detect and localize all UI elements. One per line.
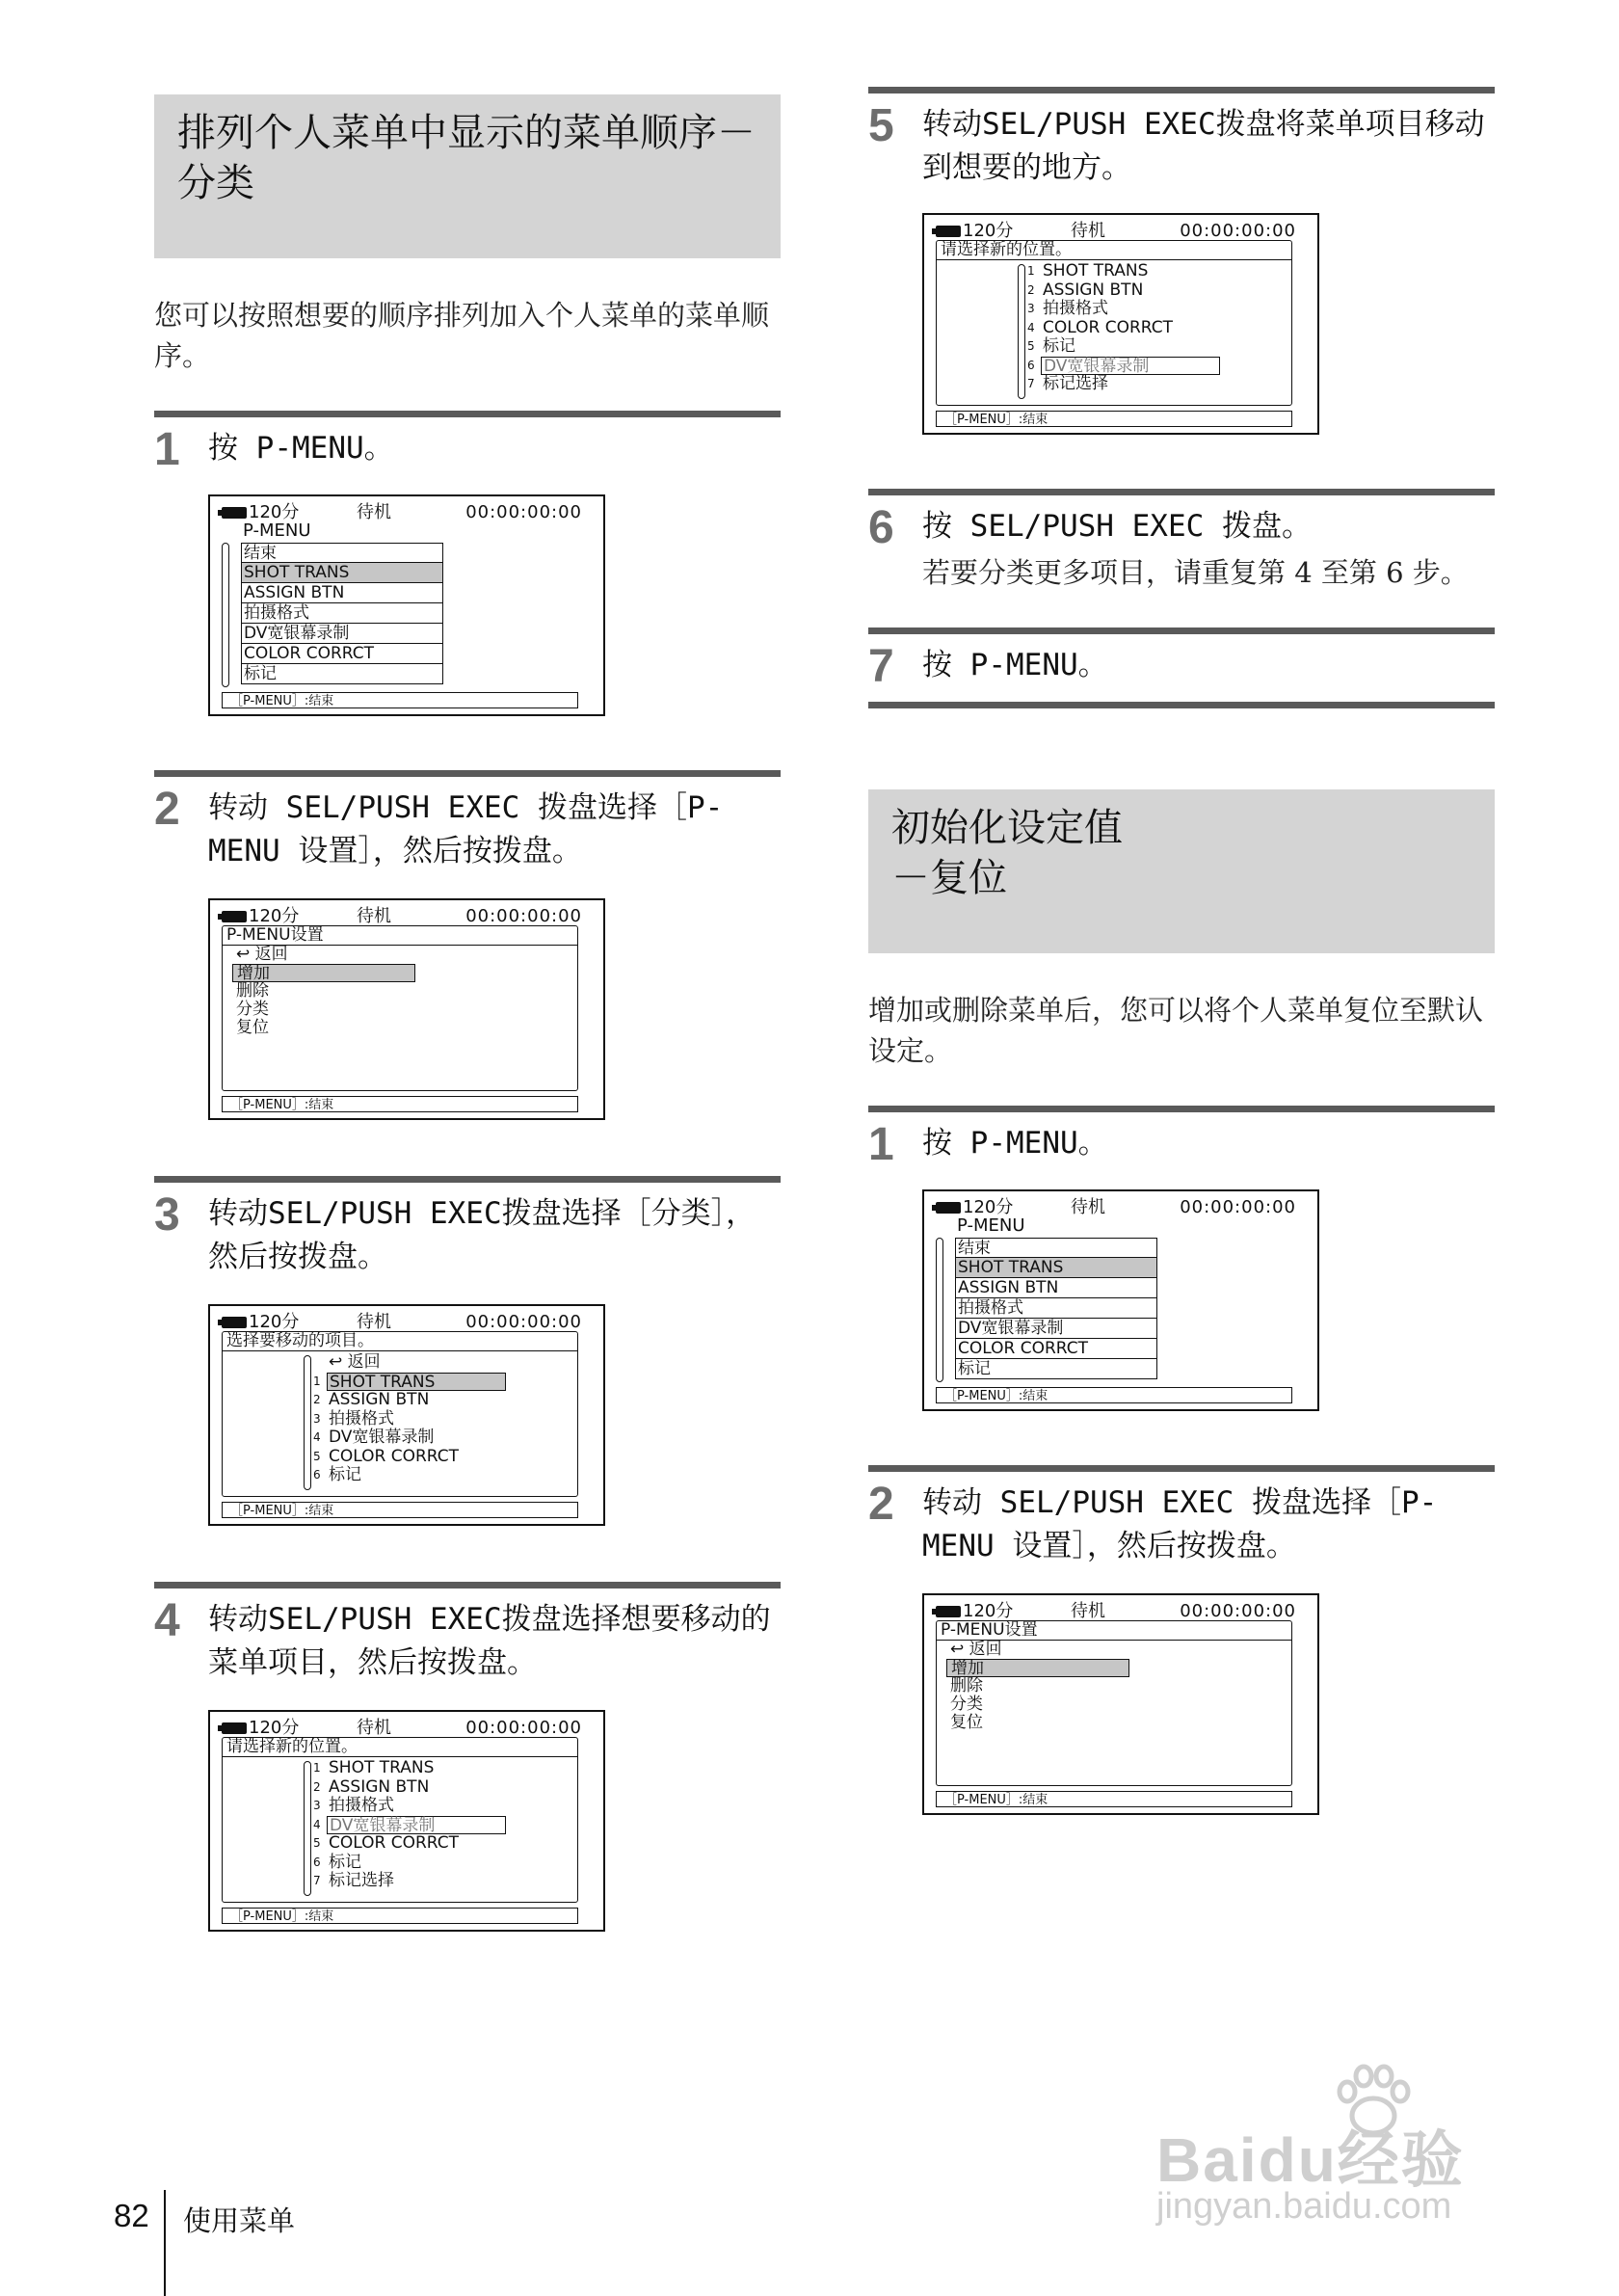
intro-text: 增加或删除菜单后，您可以将个人菜单复位至默认设定。 (868, 994, 1484, 1067)
item-label: DV宽银幕录制 (329, 1428, 435, 1447)
item-label: COLOR CORRCT (329, 1446, 459, 1466)
item-number: 5 (1027, 339, 1035, 353)
lcd-pmenu-setup (208, 898, 605, 1120)
pmenu-list (241, 543, 443, 684)
position-item[interactable] (1027, 281, 1220, 301)
battery-icon (222, 1722, 247, 1734)
scrollbar (1018, 264, 1025, 399)
step-number: 6 (868, 502, 894, 553)
item-label: DV宽银幕录制 (327, 1816, 506, 1835)
step-number: 5 (868, 100, 894, 151)
pmenu-list (955, 1238, 1157, 1379)
setup-item-delete[interactable]: 删除 (950, 1676, 983, 1695)
setup-frame (936, 1620, 1292, 1786)
item-label: SHOT TRANS (1043, 261, 1149, 280)
setup-item-add[interactable]: 增加 (946, 1659, 1129, 1677)
lcd-status-bar (936, 221, 1308, 242)
position-item-moving[interactable] (1027, 357, 1220, 376)
item-label: SHOT TRANS (329, 1758, 435, 1777)
step-number: 4 (154, 1595, 180, 1646)
step-text: 按 P-MENU。 (208, 431, 394, 466)
timecode: 00:00:00:00 (465, 1718, 582, 1738)
timecode: 00:00:00:00 (465, 502, 582, 522)
pmenu-item-selected[interactable]: SHOT TRANS (955, 1258, 1157, 1278)
item-number: 6 (1027, 358, 1035, 372)
section-label: 使用菜单 (183, 2204, 296, 2237)
battery-minutes: 120分 (249, 1312, 300, 1332)
battery-icon (222, 911, 247, 922)
position-list (1027, 262, 1220, 394)
lcd-footer: ［P-MENU］:结束 (936, 1791, 1292, 1807)
lcd-footer: ［P-MENU］:结束 (222, 1908, 578, 1924)
lcd-pmenu (208, 494, 605, 716)
recording-status: 待机 (1071, 221, 1105, 241)
select-item[interactable] (313, 1391, 506, 1410)
select-item[interactable] (313, 1410, 506, 1429)
pmenu-item[interactable]: 拍摄格式 (955, 1298, 1157, 1319)
pmenu-item[interactable]: 结束 (241, 543, 443, 563)
step-2 (154, 770, 781, 1120)
setup-item-add[interactable]: 增加 (232, 964, 415, 982)
reset-step-1 (868, 1106, 1495, 1411)
pmenu-item[interactable]: 标记 (955, 1359, 1157, 1379)
step-text: 转动SEL/PUSH EXEC拨盘将菜单项目移动到想要的地方。 (922, 107, 1485, 185)
item-number: 6 (313, 1855, 321, 1869)
step-4 (154, 1582, 781, 1932)
step-number: 1 (154, 424, 180, 475)
step-number: 3 (154, 1189, 180, 1241)
right-column (868, 87, 1495, 1815)
item-label: COLOR CORRCT (1043, 317, 1173, 337)
setup-item-delete[interactable]: 删除 (236, 981, 269, 1001)
timecode: 00:00:00:00 (465, 906, 582, 926)
select-item[interactable] (313, 1428, 506, 1448)
left-column (154, 94, 781, 1932)
item-label: 标记选择 (1043, 374, 1108, 393)
item-label: 拍摄格式 (1043, 299, 1108, 318)
step-text: 转动 SEL/PUSH EXEC 拨盘选择［P-MENU 设置］，然后按拨盘。 (922, 1485, 1438, 1563)
battery-icon (936, 1606, 961, 1617)
recording-status: 待机 (357, 906, 391, 926)
item-label: 拍摄格式 (329, 1796, 394, 1815)
item-number: 7 (313, 1874, 321, 1887)
select-title: 选择要移动的项目。 (223, 1332, 577, 1351)
step-5 (868, 87, 1495, 435)
pmenu-item[interactable]: 标记 (241, 664, 443, 684)
recording-status: 待机 (1071, 1197, 1105, 1217)
battery-icon (222, 1317, 247, 1328)
page-number: 82 (114, 2198, 149, 2233)
setup-item-back[interactable]: ↩ 返回 (950, 1640, 1002, 1659)
lcd-footer: ［P-MENU］:结束 (222, 692, 578, 708)
position-title: 请选择新的位置。 (937, 241, 1291, 260)
section-title: 初始化设定值－复位 (891, 806, 1123, 900)
step-3 (154, 1176, 781, 1526)
step-7 (868, 627, 1495, 690)
item-number: 2 (313, 1779, 321, 1794)
position-item[interactable] (313, 1759, 506, 1778)
item-label: 标记 (329, 1465, 361, 1484)
battery-icon (936, 1202, 961, 1214)
item-label: DV宽银幕录制 (1041, 357, 1220, 376)
recording-status: 待机 (357, 1312, 391, 1332)
section-header-sort (154, 94, 781, 258)
item-label: ↩ 返回 (329, 1352, 381, 1372)
position-frame (936, 240, 1292, 406)
recording-status: 待机 (357, 1718, 391, 1738)
pmenu-item[interactable]: DV宽银幕录制 (955, 1319, 1157, 1339)
lcd-pmenu-setup (922, 1593, 1319, 1815)
battery-icon (222, 507, 247, 519)
position-item[interactable] (313, 1854, 506, 1873)
position-item[interactable] (1027, 337, 1220, 357)
pmenu-title: P-MENU (243, 521, 311, 541)
position-item[interactable] (313, 1797, 506, 1816)
item-number: 5 (313, 1449, 321, 1463)
step-text: 按 P-MENU。 (922, 1126, 1108, 1161)
battery-minutes: 120分 (249, 1718, 300, 1738)
item-number: 4 (1027, 320, 1035, 334)
position-item[interactable] (313, 1872, 506, 1891)
pmenu-item[interactable]: ASSIGN BTN (955, 1278, 1157, 1298)
lcd-pmenu (922, 1189, 1319, 1411)
item-number: 1 (313, 1374, 321, 1388)
scrollbar (222, 543, 229, 687)
recording-status: 待机 (1071, 1601, 1105, 1621)
step-number: 2 (154, 784, 180, 835)
lcd-footer: ［P-MENU］:结束 (222, 1096, 578, 1112)
step-text: 转动SEL/PUSH EXEC拨盘选择想要移动的菜单项目，然后按拨盘。 (208, 1602, 771, 1680)
setup-list (946, 1641, 1129, 1732)
timecode: 00:00:00:00 (1180, 1601, 1296, 1621)
step-note: 若要分类更多项目，请重复第 4 至第 6 步。 (922, 556, 1469, 589)
reset-step-2 (868, 1465, 1495, 1815)
setup-item-back[interactable]: ↩ 返回 (236, 945, 288, 964)
position-item[interactable] (313, 1834, 506, 1854)
item-number: 7 (1027, 377, 1035, 390)
lcd-status-bar (222, 1312, 594, 1333)
scrollbar (304, 1761, 311, 1896)
item-number: 1 (313, 1761, 321, 1775)
pmenu-item[interactable]: ASSIGN BTN (241, 583, 443, 603)
divider (868, 702, 1495, 708)
step-6 (868, 489, 1495, 593)
item-label: ASSIGN BTN (329, 1390, 430, 1409)
position-item[interactable] (1027, 319, 1220, 338)
setup-item-reset[interactable]: 复位 (950, 1713, 983, 1732)
setup-title: P-MENU设置 (937, 1621, 1291, 1641)
lcd-new-position-moved (922, 213, 1319, 435)
lcd-status-bar (936, 1601, 1308, 1622)
lcd-footer: ［P-MENU］:结束 (936, 1387, 1292, 1403)
item-label: ASSIGN BTN (1043, 280, 1144, 300)
section-header-reset (868, 789, 1495, 953)
footer-divider (164, 2190, 166, 2296)
select-list (313, 1353, 506, 1485)
position-title: 请选择新的位置。 (223, 1738, 577, 1757)
setup-item-sort[interactable]: 分类 (950, 1695, 983, 1714)
pmenu-item[interactable]: 结束 (955, 1238, 1157, 1258)
position-item-moving[interactable] (313, 1816, 506, 1835)
item-label: COLOR CORRCT (329, 1833, 459, 1853)
setup-item-reset[interactable]: 复位 (236, 1018, 269, 1037)
timecode: 00:00:00:00 (465, 1312, 582, 1332)
battery-minutes: 120分 (963, 1601, 1014, 1621)
watermark-url: jingyan.baidu.com (1156, 2186, 1452, 2227)
item-number: 2 (313, 1393, 321, 1406)
select-item[interactable] (313, 1466, 506, 1485)
select-item[interactable] (313, 1373, 506, 1392)
step-text: 按 SEL/PUSH EXEC 拨盘。 (922, 509, 1312, 544)
item-number: 5 (313, 1836, 321, 1850)
lcd-footer: ［P-MENU］:结束 (222, 1502, 578, 1518)
battery-minutes: 120分 (249, 906, 300, 926)
battery-minutes: 120分 (249, 502, 300, 522)
lcd-status-bar (222, 906, 594, 927)
item-number: 3 (313, 1411, 321, 1426)
step-text: 按 P-MENU。 (922, 648, 1108, 682)
battery-minutes: 120分 (963, 1197, 1014, 1217)
position-frame (222, 1737, 578, 1903)
recording-status: 待机 (357, 502, 391, 522)
step-text: 转动 SEL/PUSH EXEC 拨盘选择［P-MENU 设置］，然后按拨盘。 (208, 790, 724, 868)
step-number: 2 (868, 1479, 894, 1530)
position-item[interactable] (1027, 375, 1220, 394)
setup-frame (222, 925, 578, 1091)
position-item[interactable] (313, 1778, 506, 1798)
scrollbar (936, 1238, 943, 1382)
position-item[interactable] (1027, 262, 1220, 281)
watermark-brand: Baidu经验 (1156, 2125, 1465, 2195)
lcd-select-move (208, 1304, 605, 1526)
pmenu-item[interactable]: 拍摄格式 (241, 603, 443, 624)
lcd-new-position (208, 1710, 605, 1932)
item-number: 3 (1027, 302, 1035, 315)
position-list (313, 1759, 506, 1891)
section-title: 排列个人菜单中显示的菜单顺序－分类 (177, 111, 756, 205)
item-label: 标记 (329, 1852, 361, 1872)
item-number: 2 (1027, 282, 1035, 297)
watermark (1137, 2053, 1542, 2236)
item-number: 4 (313, 1430, 321, 1444)
item-number: 1 (1027, 264, 1035, 278)
scrollbar (304, 1355, 311, 1490)
pmenu-item[interactable]: COLOR CORRCT (955, 1339, 1157, 1359)
lcd-footer: ［P-MENU］:结束 (936, 411, 1292, 427)
setup-item-sort[interactable]: 分类 (236, 1000, 269, 1019)
lcd-status-bar (222, 1718, 594, 1739)
timecode: 00:00:00:00 (1180, 1197, 1296, 1217)
pmenu-title: P-MENU (957, 1215, 1025, 1236)
item-label: SHOT TRANS (327, 1373, 506, 1392)
timecode: 00:00:00:00 (1180, 221, 1296, 241)
position-item[interactable] (1027, 300, 1220, 319)
item-label: ASSIGN BTN (329, 1776, 430, 1797)
step-1 (154, 411, 781, 716)
item-number: 6 (313, 1468, 321, 1482)
select-item[interactable] (313, 1448, 506, 1467)
item-number: 3 (313, 1799, 321, 1812)
battery-minutes: 120分 (963, 221, 1014, 241)
pmenu-item[interactable]: COLOR CORRCT (241, 644, 443, 664)
setup-list (232, 946, 415, 1037)
select-frame (222, 1331, 578, 1497)
step-number: 1 (868, 1119, 894, 1170)
item-number: 4 (313, 1817, 321, 1831)
item-label: 标记 (1043, 336, 1075, 356)
pmenu-item[interactable]: DV宽银幕录制 (241, 624, 443, 644)
item-label: 拍摄格式 (329, 1408, 394, 1428)
step-text: 转动SEL/PUSH EXEC拨盘选择［分类］，然后按拨盘。 (208, 1196, 756, 1274)
select-item-back[interactable] (313, 1353, 506, 1373)
intro-text: 您可以按照想要的顺序排列加入个人菜单的菜单顺序。 (154, 299, 770, 372)
setup-title: P-MENU设置 (223, 926, 577, 946)
battery-icon (936, 226, 961, 237)
step-number: 7 (868, 641, 894, 692)
item-label: 标记选择 (329, 1871, 394, 1890)
pmenu-item-selected[interactable]: SHOT TRANS (241, 563, 443, 583)
